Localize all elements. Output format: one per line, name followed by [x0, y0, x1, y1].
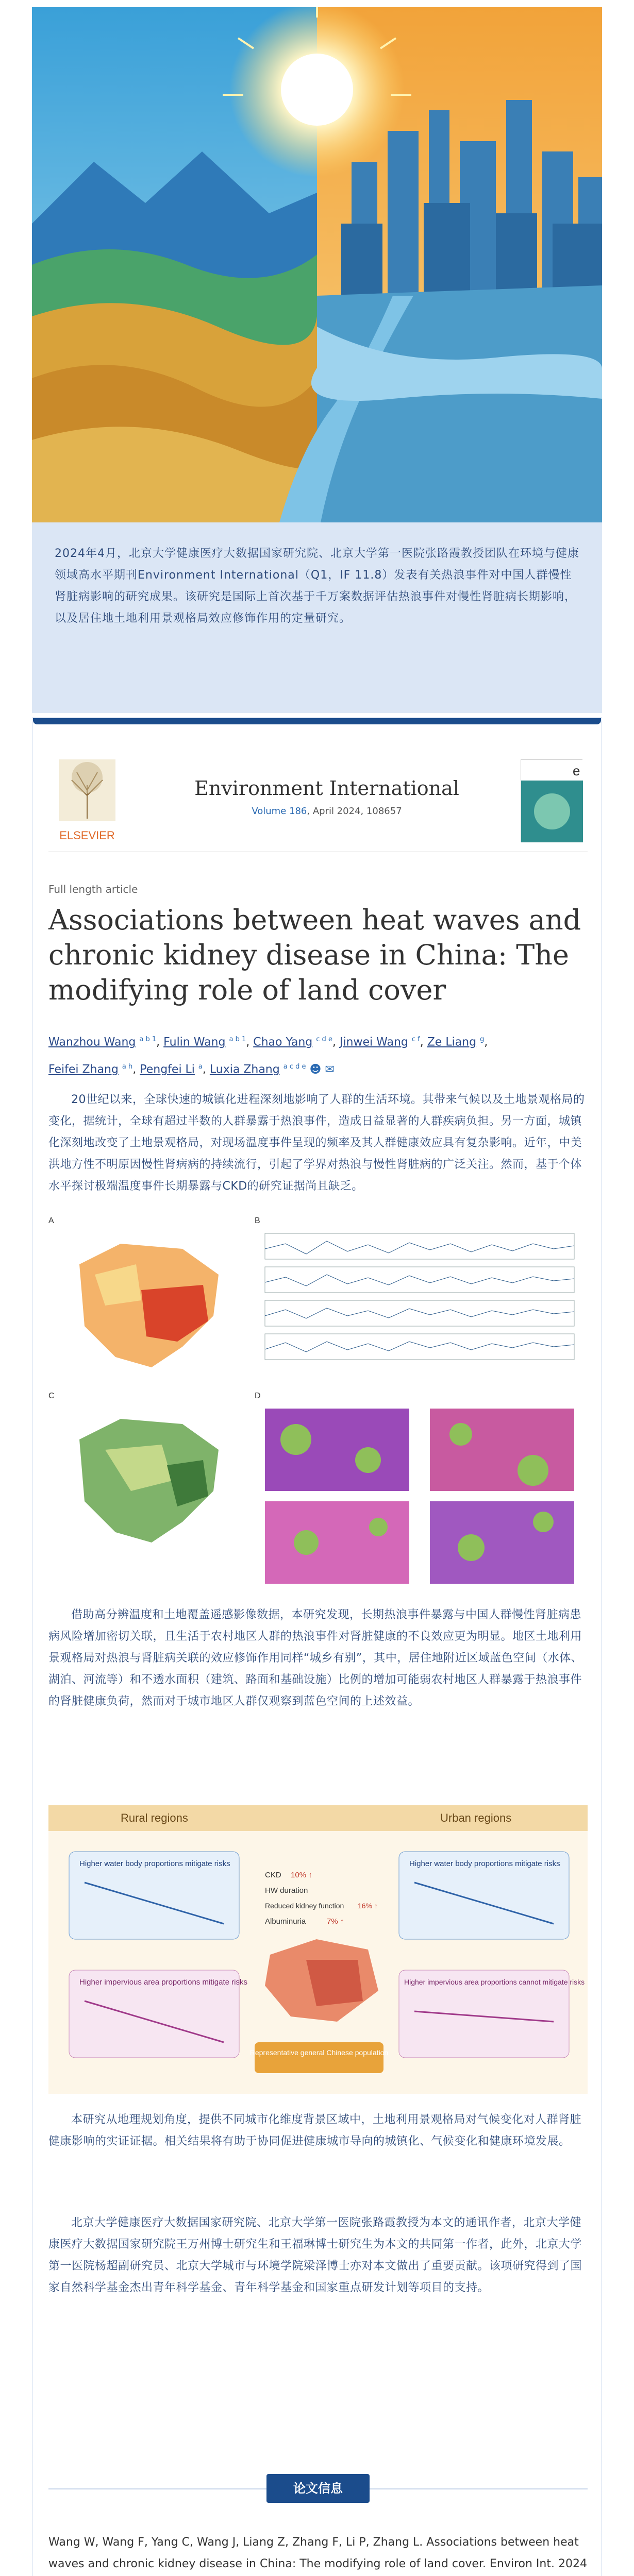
- svg-text:Urban regions: Urban regions: [440, 1811, 512, 1824]
- article-title: Associations between heat waves and chronic kidney disease in China: The modifying role of land cover: [48, 904, 581, 1006]
- svg-text:10% ↑: 10% ↑: [291, 1871, 312, 1879]
- journal-header: [48, 749, 588, 852]
- email-icon[interactable]: ✉: [325, 1063, 335, 1076]
- svg-text:Higher impervious area proport: Higher impervious area proportions cannot mitigate risks: [404, 1978, 585, 1986]
- svg-text:CKD: CKD: [265, 1871, 281, 1879]
- journal-volume: Volume 186, April 2024, 108657: [252, 806, 402, 817]
- svg-text:D: D: [255, 1392, 261, 1400]
- person-icon[interactable]: ☻: [309, 1063, 322, 1076]
- citation-text: Wang W, Wang F, Yang C, Wang J, Liang Z, Zhang F, Li P, Zhang L. Associations between heat waves and chronic kidney disease in China: The modifying role of land cover. Environ Int. 2024: [48, 2536, 587, 2570]
- author-link[interactable]: Chao Yang: [253, 1036, 313, 1049]
- svg-text:HW duration: HW duration: [265, 1886, 308, 1895]
- intro-text: 2024年4月，北京大学健康医疗大数据国家研究院、北京大学第一医院张路霞教授团队在环境与健康领域高水平期刊Environment International（Q1，IF 11.8）发表有关热浪事件对中国人群慢性肾脏病影响的研究成果。该研究是国际上首次基于千万案数据评估热浪事件对慢性肾脏病长期影响，以及居住地土地利用景观格局效应修饰作用的定量研究。: [55, 547, 579, 625]
- svg-text:B: B: [255, 1216, 260, 1225]
- paragraph-findings: 借助高分辨温度和土地覆盖遥感影像数据，本研究发现，长期热浪事件暴露与中国人群慢性肾脏病患病风险增加密切关联，且生活于农村地区人群的热浪事件对肾脏健康的不良效应更为明显。地区土地利用景观格局对热浪与肾脏病关联的效应修饰作用同样“城乡有别”，其中，居住地附近区域蓝色空间（水体、湖泊、河流等）和不透水面积（建筑、路面和基础设施）比例的增加可能弱农村地区人群暴露于热浪事件的肾脏健康负荷，然而对于城市地区人群仅观察到蓝色空间的上述效益。: [48, 1608, 583, 1708]
- author-link[interactable]: Pengfei Li: [140, 1063, 195, 1076]
- svg-text:Higher impervious area proport: Higher impervious area proportions mitigate risks: [79, 1978, 247, 1987]
- svg-text:Representative general Chinese: Representative general Chinese population: [249, 2048, 389, 2057]
- elsevier-logo: [48, 754, 126, 847]
- paragraph-authorship: 北京大学健康医疗大数据国家研究院、北京大学第一医院张路霞教授为本文的通讯作者，北京大学健康医疗大数据国家研究院王万州博士研究生和王福琳博士研究生为本文的共同第一作者，此外，北京大学第一医院杨超副研究员、北京大学城市与环境学院梁泽博士亦对本文做出了重要贡献。该项研究得到了国家自然科学基金杰出青年科学基金、青年科学基金和国家重点研发计划等项目的支持。: [48, 2216, 582, 2294]
- journal-cover-thumbnail: [521, 759, 582, 842]
- author-link[interactable]: Jinwei Wang: [339, 1036, 408, 1049]
- author-line-2: Feifei Zhang $^{a h}$, Pengfei Li $^a$, Luxia Zhang $^{a c d e}$ ☻ ✉: [48, 1063, 335, 1076]
- hero-illustration: [32, 7, 602, 522]
- svg-text:Albuminuria: Albuminuria: [265, 1917, 306, 1926]
- svg-text:Rural regions: Rural regions: [121, 1811, 188, 1824]
- author-link[interactable]: Ze Liang: [427, 1036, 477, 1049]
- svg-text:Higher water body proportions: Higher water body proportions mitigate risks: [409, 1859, 560, 1868]
- paragraph-implications: 本研究从地理规划角度，提供不同城市化维度背景区域中，土地利用景观格局对气候变化对人群肾脏健康影响的实证证据。相关结果将有助于协同促进健康城市导向的城镇化、气候变化和健康环境发展。: [48, 2113, 582, 2148]
- heat-city-illustration: [32, 7, 602, 522]
- svg-text:16% ↑: 16% ↑: [358, 1902, 378, 1910]
- paragraph-background: 20世纪以来，全球快速的城镇化进程深刻地影响了人群的生活环境。其带来气候以及土地景观格局的变化，据统计，全球有超过半数的人群暴露于热浪事件，造成日益显著的人群疾病负担。另一方面，城镇化深刻地改变了土地景观格局，对现场温度事件呈现的频率及其人群健康效应具有复杂影响。近年，中美洪地方性不明原因慢性肾病病的持续流行，引起了学界对热浪与慢性肾脏病的广泛关注。然而，基于个体水平探讨极端温度事件长期暴露与CKD的研究证据尚且缺乏。: [48, 1093, 585, 1193]
- intro-summary: [32, 522, 602, 713]
- figure-maps: [48, 1213, 588, 1594]
- article-type: Full length article: [48, 883, 138, 895]
- author-line-1: Wanzhou Wang $^{a b 1}$, Fulin Wang $^{a b 1}$, Chao Yang $^{c d e}$, Jinwei Wang $^{c f}$, Ze Liang $^g$,: [48, 1036, 488, 1049]
- svg-text:ELSEVIER: ELSEVIER: [59, 829, 115, 842]
- section-paper-info: 论文信息: [266, 2474, 370, 2503]
- author-link[interactable]: Feifei Zhang: [48, 1063, 119, 1076]
- svg-text:C: C: [48, 1392, 55, 1400]
- article-card: [32, 717, 602, 2576]
- svg-text:A: A: [48, 1216, 54, 1225]
- svg-text:Higher water body proportions: Higher water body proportions mitigate risks: [79, 1859, 230, 1868]
- svg-text:7% ↑: 7% ↑: [327, 1917, 344, 1926]
- author-list: [48, 1027, 585, 1082]
- author-link[interactable]: Wanzhou Wang: [48, 1036, 136, 1049]
- card-top-bar: [33, 718, 601, 724]
- svg-text:Reduced kidney function: Reduced kidney function: [265, 1902, 344, 1910]
- author-link[interactable]: Luxia Zhang: [209, 1063, 280, 1076]
- journal-name: Environment International: [194, 777, 459, 800]
- author-link[interactable]: Fulin Wang: [163, 1036, 226, 1049]
- svg-text:e: e: [573, 763, 580, 778]
- figure-infographic: [48, 1805, 588, 2094]
